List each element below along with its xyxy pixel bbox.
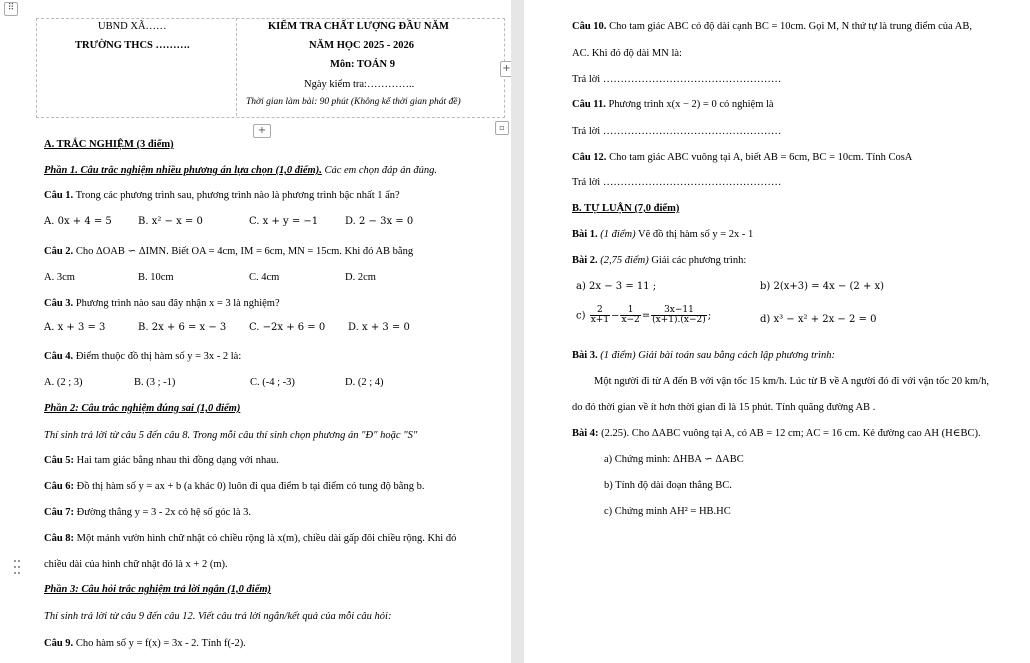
part1-heading: [44, 164, 437, 177]
question-12-label: Câu 12.: [572, 152, 607, 163]
q1-option-b: B. x² − x = 0: [138, 216, 203, 227]
fraction-1-den: x+1: [590, 315, 610, 326]
question-9: [44, 637, 246, 650]
fraction-2-den: x−2: [621, 315, 640, 326]
exercise-2-part-a: a) 2x − 3 = 11 ;: [576, 281, 657, 292]
question-5-text: Hai tam giác bằng nhau thì đồng dạng với nhau.: [76, 455, 279, 466]
q3-option-d: D. x + 3 = 0: [348, 322, 410, 333]
header-ubnd: UBND XÃ……: [98, 21, 167, 32]
exercise-2-part-d: d) x³ − x² + 2x − 2 = 0: [760, 314, 877, 325]
question-1-label: Câu 1.: [44, 190, 74, 201]
q4-option-a: A. (2 ; 3): [44, 377, 83, 388]
question-2: [44, 245, 413, 258]
question-8-label: Câu 8:: [44, 533, 75, 544]
question-11: [572, 98, 774, 111]
question-1-text: Trong các phương trình sau, phương trình nào là phương trình bậc nhất 1 ẩn?: [75, 190, 400, 201]
table-move-handle[interactable]: ⠿: [4, 2, 18, 16]
q4-option-b: B. (3 ; -1): [134, 377, 176, 388]
q4-option-d: D. (2 ; 4): [345, 377, 384, 388]
question-10: [572, 20, 972, 33]
answer-line-11[interactable]: Trả lời ……………………………………………: [572, 126, 782, 137]
part1-note: Các em chọn đáp án đúng.: [324, 165, 438, 176]
add-column-button[interactable]: +: [500, 61, 511, 77]
drag-grip-icon[interactable]: [14, 560, 20, 578]
question-6: [44, 480, 424, 493]
question-9-text: Cho hàm số y = f(x) = 3x - 2. Tính f(-2).: [75, 638, 246, 649]
exercise-1-text: Vẽ đồ thị hàm số y = 2x - 1: [638, 229, 754, 240]
add-row-button[interactable]: +: [253, 124, 271, 138]
exam-title: KIỂM TRA CHẤT LƯỢNG ĐẦU NĂM: [268, 21, 449, 32]
question-7: [44, 506, 251, 519]
exercise-1-score: (1 điểm): [600, 229, 636, 240]
q3-option-a: A. x + 3 = 3: [44, 322, 106, 333]
exercise-2-score: (2,75 điểm): [600, 255, 649, 266]
question-12-text: Cho tam giác ABC vuông tại A, biết AB = 6cm, BC = 10cm. Tính CosA: [609, 152, 913, 163]
question-10-line2: AC. Khi đó độ dài MN là:: [572, 48, 682, 59]
fraction-3-den: (x+1).(x−2): [652, 315, 706, 326]
section-a-title: [44, 138, 174, 151]
question-8: [44, 532, 456, 545]
exercise-1-label: Bài 1.: [572, 229, 598, 240]
part-c-prefix: c): [576, 310, 586, 322]
question-1: [44, 189, 400, 202]
part2-note: Thí sinh trả lời từ câu 5 đến câu 8. Trong mỗi câu thí sinh chọn phương án "Đ" hoặc "S": [44, 430, 418, 441]
question-7-text: Đường thẳng y = 3 - 2x có hệ số góc là 3.: [76, 507, 252, 518]
school-year: NĂM HỌC 2025 - 2026: [309, 40, 414, 51]
exercise-3-line1: Một người đi từ A đến B với vận tốc 15 km/h. Lúc từ B về A người đó đi với vận tốc 20 km/h,: [594, 376, 989, 387]
q2-option-b: B. 10cm: [138, 272, 174, 283]
exercise-2-part-b: b) 2(x+3) = 4x − (2 + x): [760, 281, 885, 292]
q1-option-d: D. 2 − 3x = 0: [345, 216, 414, 227]
question-8-line2: chiều dài của hình chữ nhật đó là x + 2 (m).: [44, 559, 228, 570]
exercise-3-score: (1 điểm): [600, 350, 636, 361]
q2-option-c: C. 4cm: [249, 272, 280, 283]
section-a-title-text: A. TRẮC NGHIỆM (3 điểm): [44, 139, 174, 150]
exercise-1: [572, 228, 753, 241]
header-table-divider: [236, 18, 237, 116]
exercise-2-label: Bài 2.: [572, 255, 598, 266]
question-7-label: Câu 7:: [44, 507, 75, 518]
part3-note: Thí sinh trả lời từ câu 9 đến câu 12. Viết câu trả lời ngắn/kết quả của mỗi câu hỏi:: [44, 611, 392, 622]
question-2-label: Câu 2.: [44, 246, 74, 257]
question-10-label: Câu 10.: [572, 21, 607, 32]
section-b-title: B. TỰ LUẬN (7,0 điểm): [572, 203, 680, 214]
question-11-label: Câu 11.: [572, 99, 606, 110]
question-5: [44, 454, 279, 467]
question-4-label: Câu 4.: [44, 351, 74, 362]
exercise-3-text: Giải bài toán sau bằng cách lập phương trình:: [638, 350, 836, 361]
subject: Môn: TOÁN 9: [330, 59, 395, 70]
part1-title: Phần 1. Câu trắc nghiệm nhiều phương án lựa chọn (1,0 điểm).: [44, 165, 322, 176]
exercise-3-label: Bài 3.: [572, 350, 598, 361]
fraction-1: [590, 306, 610, 326]
answer-line-10[interactable]: Trả lời ……………………………………………: [572, 74, 782, 85]
header-school: TRƯỜNG THCS ……….: [75, 40, 190, 51]
page-left: [0, 0, 511, 663]
exercise-2: [572, 254, 746, 267]
q3-option-c: C. −2x + 6 = 0: [249, 322, 326, 333]
q2-option-a: A. 3cm: [44, 272, 75, 283]
q3-option-b: B. 2x + 6 = x − 3: [138, 322, 227, 333]
answer-line-12[interactable]: Trả lời ……………………………………………: [572, 177, 782, 188]
page-gutter: [511, 0, 524, 663]
exam-date: Ngày kiểm tra:…………..: [304, 79, 415, 90]
part2-title: Phần 2: Câu trắc nghiệm đúng sai (1,0 điểm): [44, 403, 241, 414]
exercise-4-part-b: b) Tính độ dài đoạn thẳng BC.: [604, 480, 732, 491]
fraction-3-num: 3x−11: [651, 306, 707, 316]
fraction-2: [620, 306, 640, 326]
exercise-4: [572, 427, 981, 440]
question-6-text: Đồ thị hàm số y = ax + b (a khác 0) luôn đi qua điểm b tại điểm có tung độ bằng b.: [76, 481, 425, 492]
exercise-2-part-c: c) $\frac{2}{x+1}$ − $\frac{1}{x-2}$ = $\frac{3x-11}{(x+1).(x-2)}$ ;: [576, 305, 712, 326]
question-9-label: Câu 9.: [44, 638, 74, 649]
question-2-text: Cho ΔOAB ∽ ΔIMN. Biết OA = 4cm, IM = 6cm, MN = 15cm. Khi đó AB bằng: [75, 246, 414, 257]
exercise-4-part-c: c) Chứng minh AH² = HB.HC: [604, 506, 731, 517]
page-right: [524, 0, 1030, 663]
exercise-4-part-a: a) Chứng minh: ΔHBA ∽ ΔABC: [604, 454, 744, 465]
exercise-3-line2: do đó thời gian về ít hơn thời gian đi là 15 phút. Tính quãng đường AB .: [572, 402, 876, 413]
question-3-label: Câu 3.: [44, 298, 74, 309]
table-resize-handle[interactable]: ▫: [495, 121, 509, 135]
question-10-text: Cho tam giác ABC có độ dài cạnh BC = 10cm. Gọi M, N thứ tự là trung điểm của AB,: [609, 21, 972, 32]
question-11-text: Phương trình x(x − 2) = 0 có nghiệm là: [608, 99, 774, 110]
question-4-text: Điểm thuộc đồ thị hàm số y = 3x - 2 là:: [75, 351, 242, 362]
question-6-label: Câu 6:: [44, 481, 75, 492]
exercise-3: [572, 349, 835, 362]
q2-option-d: D. 2cm: [345, 272, 376, 283]
question-12: [572, 151, 912, 164]
exercise-4-text: (2.25). Cho ΔABC vuông tại A, có AB = 12 cm; AC = 16 cm. Kẻ đường cao AH (H∈BC).: [601, 428, 981, 439]
question-3-text: Phương trình nào sau đây nhận x = 3 là nghiệm?: [75, 298, 280, 309]
fraction-2-num: 1: [620, 306, 640, 316]
question-4: [44, 350, 241, 363]
exercise-4-label: Bài 4:: [572, 428, 599, 439]
q4-option-c: C. (-4 ; -3): [250, 377, 295, 388]
exercise-2-text: Giải các phương trình:: [651, 255, 747, 266]
fraction-3: [651, 306, 707, 326]
part3-title: Phần 3: Câu hỏi trắc nghiệm trả lời ngắn (1,0 điểm): [44, 584, 272, 595]
fraction-1-num: 2: [590, 306, 610, 316]
question-5-label: Câu 5:: [44, 455, 75, 466]
q1-option-c: C. x + y = −1: [249, 216, 319, 227]
q1-option-a: A. 0x + 4 = 5: [44, 216, 112, 227]
question-3: [44, 297, 280, 310]
time-note: Thời gian làm bài: 90 phút (Không kể thời gian phát đề): [246, 97, 461, 107]
question-8-text: Một mảnh vườn hình chữ nhật có chiều rộng là x(m), chiều dài gấp đôi chiều rộng. Khi đó: [76, 533, 457, 544]
